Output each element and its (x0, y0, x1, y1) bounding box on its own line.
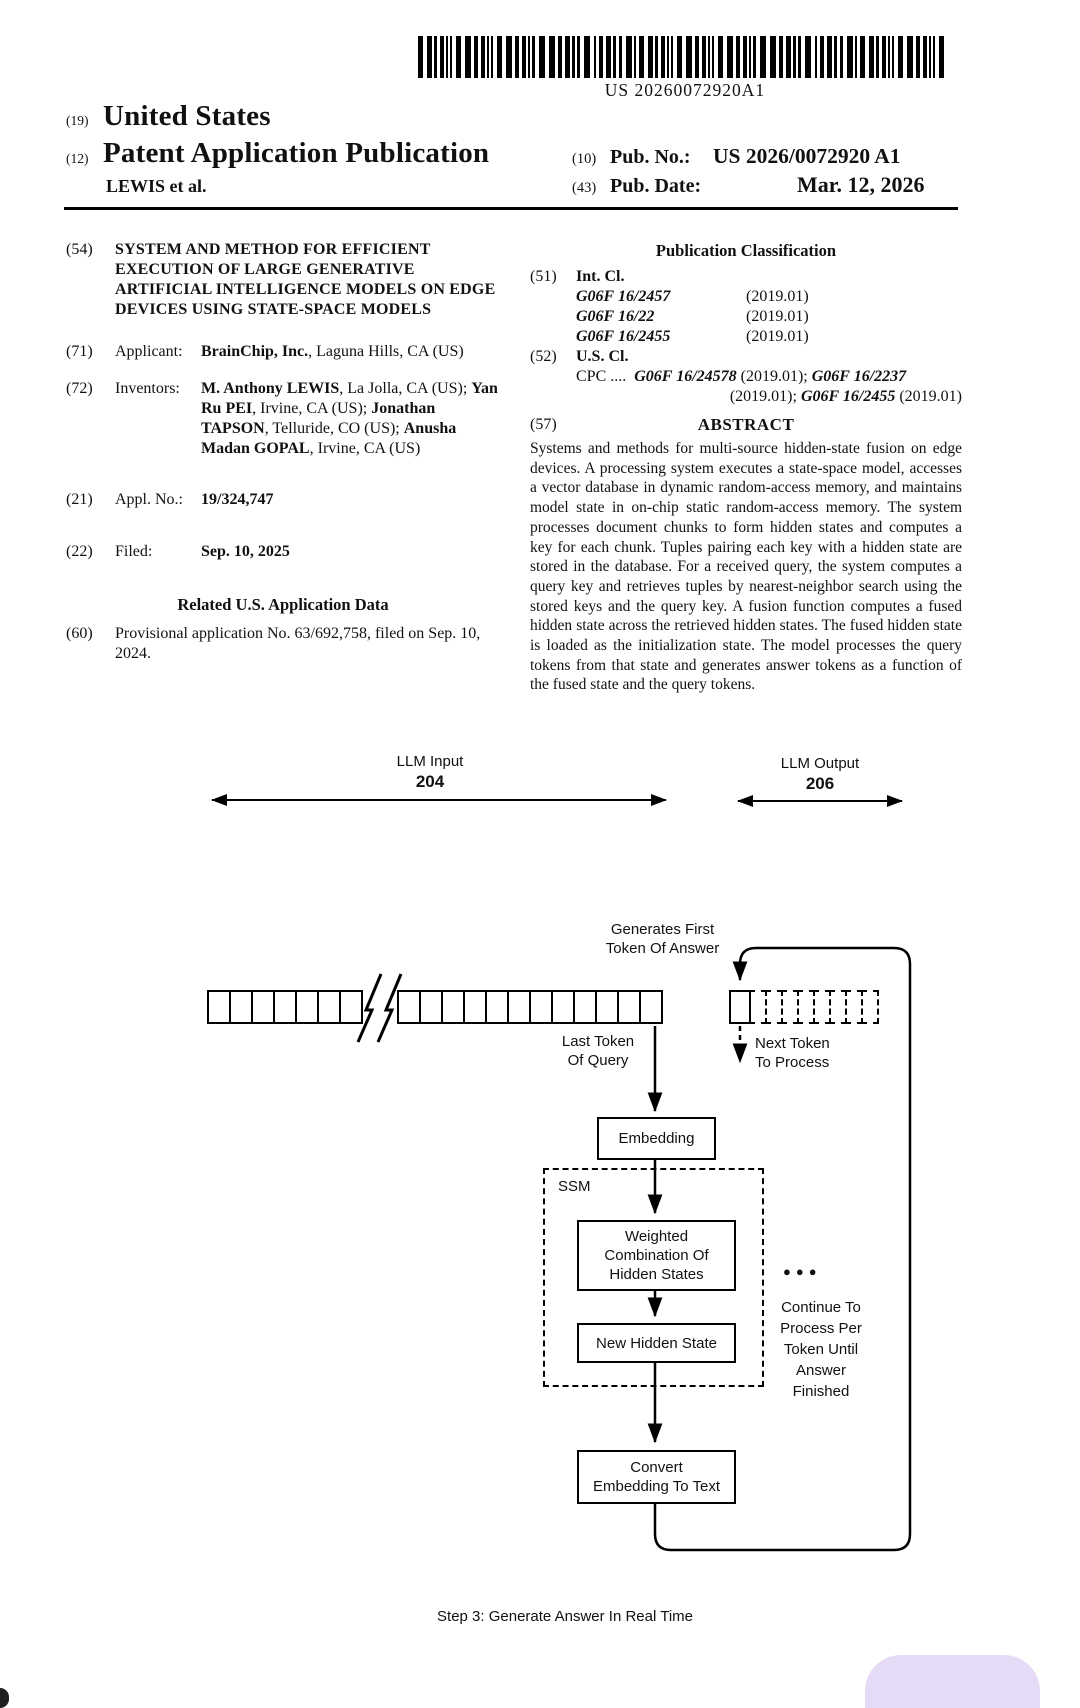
class-code: G06F 16/22 (576, 308, 655, 325)
filed-value: Sep. 10, 2025 (201, 543, 290, 560)
applicant-label: Applicant: (115, 343, 183, 360)
inventor-name: Anusha Madan GOPAL (201, 420, 457, 457)
label-line: Finished (792, 1383, 850, 1400)
new-hidden-state-box (577, 1323, 736, 1363)
llm-input-ref: 204 (415, 772, 445, 791)
inventor-location: , La Jolla, CA (US); (339, 380, 472, 397)
figure-caption: Step 3: Generate Answer In Real Time (437, 1608, 693, 1625)
inventors-value (201, 379, 503, 459)
field-57-number: (57) (530, 416, 557, 433)
us-cl-label: U.S. Cl. (576, 348, 629, 365)
applicant-name: BrainChip, Inc. (201, 343, 309, 360)
field-72-number: (72) (66, 380, 93, 397)
header-divider (64, 207, 958, 210)
kind-code-19: (19) (66, 113, 89, 128)
field-52-number: (52) (530, 348, 557, 365)
ssm-label: SSM (558, 1178, 591, 1195)
page-corner-artifact (0, 1688, 9, 1708)
cpc-prefix: CPC .... (576, 368, 627, 385)
inventor-name: M. Anthony LEWIS (201, 380, 340, 397)
abstract-heading: ABSTRACT (697, 415, 795, 434)
weighted-combination-label (604, 1227, 708, 1284)
generates-first-label (590, 920, 735, 958)
convert-embedding-label (593, 1458, 720, 1496)
cpc-year: (2019.01) (895, 388, 962, 405)
classification-heading: Publication Classification (655, 241, 837, 260)
cpc-year: (2019.01); (736, 368, 812, 385)
int-cl-section (530, 267, 962, 287)
label-line: Combination Of (604, 1247, 709, 1264)
cpc-code: G06F 16/24578 (634, 368, 737, 385)
appl-no-value: 19/324,747 (201, 491, 274, 508)
llm-output-ref: 206 (805, 774, 835, 793)
label-line: Generates First (610, 921, 715, 938)
inventors-section (66, 379, 500, 459)
label-line: Token Of Answer (605, 940, 720, 957)
label-line: Of Query (567, 1052, 629, 1069)
class-year: (2019.01) (746, 328, 809, 345)
filed-section (66, 542, 500, 562)
new-hidden-state-label: New Hidden State (596, 1334, 717, 1352)
field-60-number: (60) (66, 625, 93, 642)
filed-label: Filed: (115, 543, 153, 560)
int-cl-row (530, 327, 962, 347)
inventor-location: , Irvine, CA (US) (309, 440, 421, 457)
llm-output-label: LLM Output (780, 755, 860, 772)
pub-date-label: Pub. Date: (610, 175, 702, 197)
label-line: Embedding To Text (592, 1478, 721, 1495)
label-line: To Process (755, 1054, 830, 1071)
document-type: Patent Application Publication (103, 137, 490, 169)
title-section (66, 240, 500, 320)
continue-to-process-label (766, 1297, 876, 1402)
last-token-label (548, 1032, 648, 1070)
field-21-number: (21) (66, 491, 93, 508)
inventor-name: Yan Ru PEI (201, 380, 498, 417)
applicant-location: , Laguna Hills, CA (US) (308, 343, 464, 360)
provisional-text: Provisional application No. 63/692,758, filed on Sep. 10, 2024. (115, 625, 481, 662)
inventor-location: , Irvine, CA (US); (252, 400, 372, 417)
pub-no-label: Pub. No.: (610, 146, 691, 168)
label-line: Token Until (783, 1341, 859, 1358)
cpc-line-1 (530, 367, 962, 387)
applicant-section (66, 342, 500, 362)
provisional-section (66, 624, 500, 664)
class-code: G06F 16/2455 (576, 328, 671, 345)
class-year: (2019.01) (746, 308, 809, 325)
label-line: Continue To (781, 1299, 861, 1316)
output-token-strip (729, 990, 879, 1024)
input-token-strip-right (397, 990, 663, 1024)
invention-title: SYSTEM AND METHOD FOR EFFICIENT EXECUTION OF LARGE GENERATIVE ARTIFICIAL INTELLIGENCE MODELS ON EDGE DEVICES USING STATE-SPACE MODELS (115, 241, 496, 318)
applicant-value (201, 342, 501, 362)
weighted-combination-box (577, 1220, 736, 1291)
barcode-image (418, 36, 952, 78)
pub-date-value: Mar. 12, 2026 (797, 172, 925, 197)
kind-code-43: (43) (572, 180, 597, 196)
convert-embedding-box (577, 1450, 736, 1504)
cpc-line-2 (530, 387, 962, 407)
int-cl-label: Int. Cl. (576, 268, 625, 285)
int-cl-row (530, 287, 962, 307)
int-cl-row (530, 307, 962, 327)
next-token-label (755, 1034, 865, 1072)
label-line: Next Token (755, 1035, 830, 1052)
inventor-location: , Telluride, CO (US); (264, 420, 404, 437)
class-year: (2019.01) (746, 288, 809, 305)
llm-input-label: LLM Input (396, 753, 464, 770)
inventors-label: Inventors: (115, 380, 180, 397)
abstract-heading-row (530, 415, 962, 435)
embedding-label: Embedding (618, 1130, 695, 1147)
label-line: Process Per (780, 1320, 862, 1337)
cpc-year: (2019.01); (729, 388, 801, 405)
kind-code-12: (12) (66, 151, 89, 166)
label-line: Hidden States (609, 1266, 704, 1283)
us-cl-section (530, 347, 962, 367)
ellipsis-dots: ●●● (783, 1264, 822, 1279)
cpc-code: G06F 16/2455 (800, 388, 896, 405)
label-line: Weighted (624, 1228, 689, 1245)
field-22-number: (22) (66, 543, 93, 560)
purple-corner-shape (865, 1655, 1040, 1708)
appl-no-section (66, 490, 500, 510)
class-code: G06F 16/2457 (576, 288, 671, 305)
label-line: Last Token (561, 1033, 635, 1050)
abstract-text: Systems and methods for multi-source hidden-state fusion on edge devices. A processing system executes a state-space model, accesses a vector database in dynamic random-access memory, and maintains model state in on-chip static random-access memory. The system processes document chunks to form hidden states and computes a key for each chunk. Tuples pairing each key with a hidden state are stored in the database. For a received query, the system computes a query key and retrieves tuples by nearest-neighbor search using the stored keys and the query key. A fusion function computes a fused hidden state across the retrieved hidden states. The fused hidden state is loaded as the initialization state. The model processes the query tokens from that state and generates answer tokens as a function of the fused state and the query tokens. (530, 440, 962, 694)
appl-no-label: Appl. No.: (115, 491, 183, 508)
kind-code-10: (10) (572, 151, 597, 167)
pub-no-value: US 2026/0072920 A1 (713, 144, 901, 168)
related-data-heading: Related U.S. Application Data (177, 595, 389, 614)
barcode-number: US 20260072920A1 (604, 80, 766, 100)
country-name: United States (103, 100, 271, 132)
field-71-number: (71) (66, 343, 93, 360)
authors-line: LEWIS et al. (106, 176, 207, 196)
label-line: Convert (630, 1459, 683, 1476)
embedding-box (597, 1117, 716, 1160)
inventor-name: Jonathan TAPSON (201, 400, 436, 437)
field-54-number: (54) (66, 241, 93, 258)
cpc-code: G06F 16/2237 (811, 368, 907, 385)
field-51-number: (51) (530, 268, 557, 285)
input-token-strip-left (207, 990, 363, 1024)
label-line: Answer (795, 1362, 847, 1379)
